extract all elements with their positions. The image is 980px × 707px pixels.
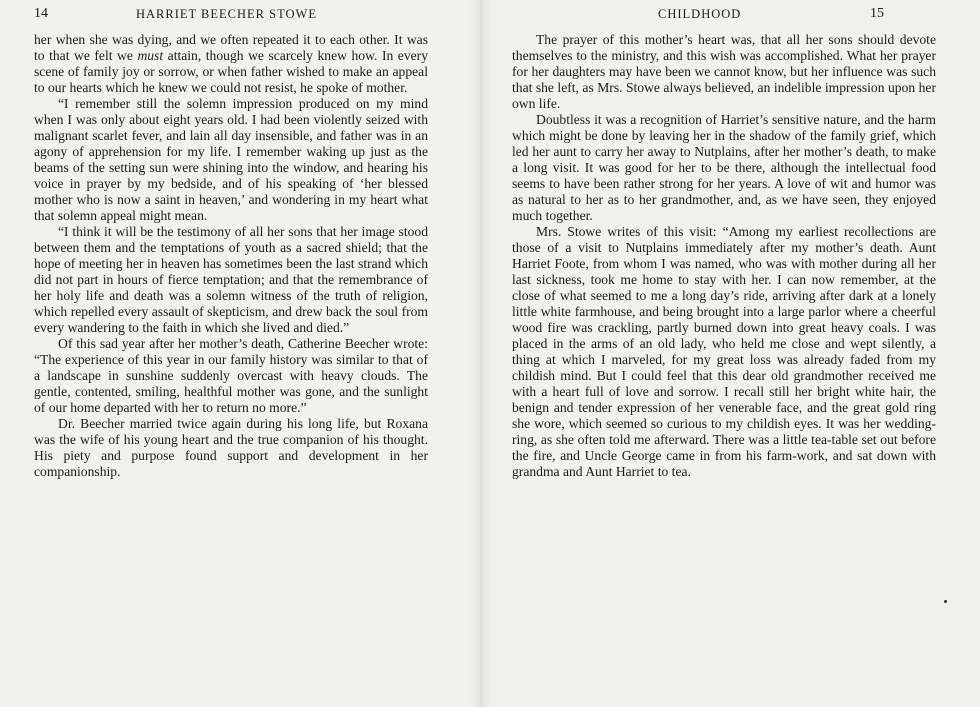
running-head: HARRIET BEECHER STOWE (136, 7, 317, 21)
print-speck (944, 600, 947, 603)
paragraph: “I remember still the solemn impression produced on my mind when I was only about eight years old. I had been violently seized with malignant scarlet fever, and lain all day insensible, and father was in an agony of apprehension for my life. I remember waking up just as the beams of the setting sun were shining into the window, and hearing his voice in prayer by my bedside, and of his speaking of ‘her blessed mother who is now a saint in heaven,’ and wondering in my heart what that solemn appeal might mean. (34, 96, 428, 223)
paragraph: Dr. Beecher married twice again during his long life, but Roxana was the wife of his young heart and the true companion of his thought. His piety and purpose found support and development in her companionship. (34, 416, 428, 479)
paragraph: “I think it will be the testimony of all her sons that her image stood between them and the temptations of youth as a sacred shield; that the hope of meeting her in heaven has sometimes been the last strand which did not part in hours of fierce temptation; and that the remembrance of her holy life and death was a solemn witness of the truth of religion, which repelled every assault of skepticism, and drew back the soul from every wandering to the faith in which she lived and died.” (34, 224, 428, 335)
right-page (478, 0, 980, 707)
left-page (0, 0, 478, 707)
paragraph: Of this sad year after her mother’s death, Catherine Beecher wrote: “The experience of this year in our family history was similar to that of a landscape in sunshine suddenly overcast with heavy clouds. The gentle, contented, smiling, healthful mother was gone, and the sunlight of our home departed with her to return no more.” (34, 336, 428, 415)
emphasis: must (137, 48, 164, 63)
running-head: CHILDHOOD (658, 7, 742, 21)
paragraph: Mrs. Stowe writes of this visit: “Among my earliest recollections are those of a visit to Nutplains immediately after my mother’s death. Aunt Harriet Foote, from whom I was named, who was with mother during all her last sickness, took me home to stay with her. I can now remember, at the close of what seemed to me a long day’s ride, arriving after dark at a lonely little white farmhouse, and being brought into a large parlor where a cheerful wood fire was crackling, partly burned down into great heavy coals. I was placed in the arms of an old lady, who held me close and wept silently, a thing at which I marveled, for my great loss was already faded from my childish mind. But I could feel that this dear old grandmother received me with a heart full of love and sorrow. I recall still her bright white hair, the benign and tender expression of her venerable face, and the great gold ring she wore, which seemed so curious to my childish eyes. It was her wedding-ring, as she often told me afterward. There was a little tea-table set out before the fire, and Uncle George came in from his farm-work, and sat down with grandma and Aunt Harriet to tea. (512, 224, 936, 479)
body-text (512, 32, 936, 480)
paragraph: her when she was dying, and we often repeated it to each other. It was to that we felt we must attain, though we scarcely knew how. In every scene of family joy or sorrow, or when father wished to make an appeal to our hearts which he knew we could not resist, he spoke of mother. (34, 32, 428, 95)
paragraph: Doubtless it was a recognition of Harriet’s sensitive nature, and the harm which might be done by leaving her in the shadow of the family grief, which led her aunt to carry her away to Nutplains, after her mother’s death, to make a long visit. It was good for her to be there, although the intellectual food seems to have been rather strong for her years. A love of wit and humor was as natural to her as to her grandmother, and, as we have seen, they enjoyed much together. (512, 112, 936, 223)
page-number: 14 (34, 6, 48, 21)
body-text (34, 32, 428, 480)
page-number: 15 (870, 6, 884, 21)
paragraph: The prayer of this mother’s heart was, that all her sons should devote themselves to the ministry, and this wish was accomplished. What her prayer for her daughters may have been we cannot know, but her influence was such that she left, as Mrs. Stowe always believed, an indelible impression upon her own life. (512, 32, 936, 111)
